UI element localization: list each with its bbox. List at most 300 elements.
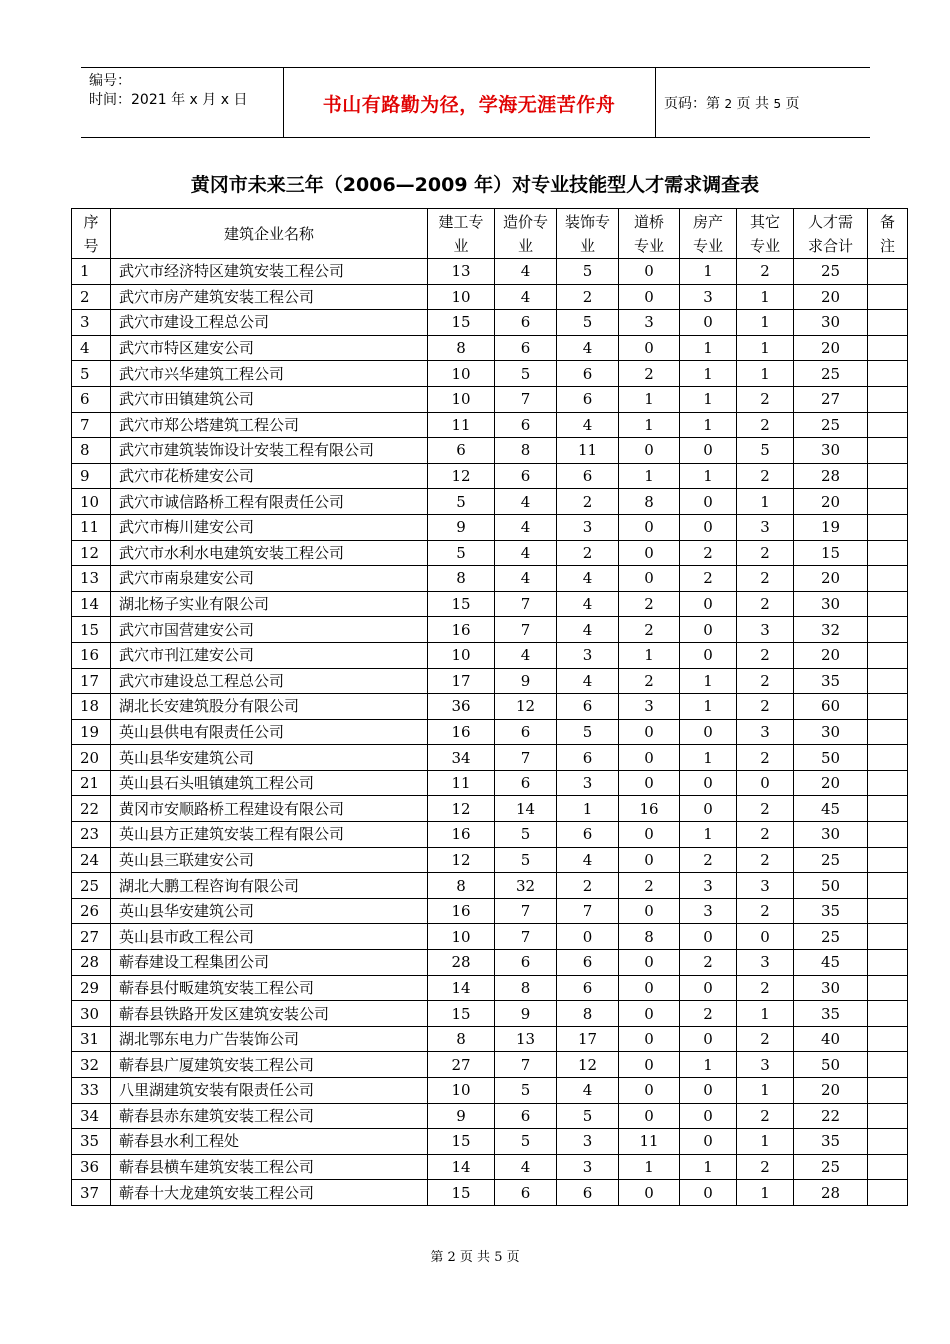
col-total-cell: 30 xyxy=(794,719,868,745)
col-decor-cell: 5 xyxy=(557,259,619,285)
col-road-cell: 2 xyxy=(619,361,680,387)
col-realty-cell: 0 xyxy=(680,1103,737,1129)
col-seq-cell: 16 xyxy=(72,642,111,668)
col-other-cell: 3 xyxy=(737,950,794,976)
col-other-cell: 2 xyxy=(737,847,794,873)
col-realty-cell: 3 xyxy=(680,873,737,899)
col-decor-cell: 4 xyxy=(557,412,619,438)
col-cost-cell: 4 xyxy=(495,284,557,310)
col-realty-cell: 1 xyxy=(680,386,737,412)
col-company-cell: 蕲春县水利工程处 xyxy=(111,1129,428,1155)
col-civil-cell: 34 xyxy=(428,745,495,771)
col-seq-cell: 23 xyxy=(72,822,111,848)
col-total-cell: 20 xyxy=(794,642,868,668)
col-seq-cell: 8 xyxy=(72,438,111,464)
col-other-cell: 3 xyxy=(737,873,794,899)
col-decor-cell: 4 xyxy=(557,847,619,873)
col-total-cell: 60 xyxy=(794,694,868,720)
col-civil-cell: 14 xyxy=(428,1154,495,1180)
col-civil-cell: 9 xyxy=(428,514,495,540)
col-company-cell: 英山县华安建筑公司 xyxy=(111,745,428,771)
col-cost-cell: 4 xyxy=(495,1154,557,1180)
col-remark-cell xyxy=(868,310,908,336)
col-seq-cell: 9 xyxy=(72,463,111,489)
col-cost-header: 造价专业 xyxy=(495,209,557,259)
table-row xyxy=(72,1078,908,1104)
col-decor-cell: 6 xyxy=(557,745,619,771)
code-label: 编号： xyxy=(89,73,131,89)
time-label: 时间：2021 年 x 月 x 日 xyxy=(89,92,248,108)
col-company-cell: 武穴市梅川建安公司 xyxy=(111,514,428,540)
col-cost-cell: 7 xyxy=(495,617,557,643)
col-other-cell: 1 xyxy=(737,310,794,336)
col-realty-cell: 0 xyxy=(680,1180,737,1206)
col-company-cell: 八里湖建筑安装有限责任公司 xyxy=(111,1078,428,1104)
col-realty-cell: 0 xyxy=(680,1078,737,1104)
col-total-cell: 35 xyxy=(794,898,868,924)
col-civil-cell: 15 xyxy=(428,591,495,617)
col-realty-cell: 2 xyxy=(680,540,737,566)
col-road-cell: 0 xyxy=(619,745,680,771)
col-remark-cell xyxy=(868,412,908,438)
col-other-cell: 1 xyxy=(737,335,794,361)
col-other-cell: 2 xyxy=(737,1103,794,1129)
col-cost-cell: 7 xyxy=(495,1052,557,1078)
col-total-cell: 28 xyxy=(794,463,868,489)
col-cost-cell: 6 xyxy=(495,1103,557,1129)
col-decor-cell: 4 xyxy=(557,668,619,694)
col-cost-cell: 6 xyxy=(495,463,557,489)
col-seq-cell: 31 xyxy=(72,1026,111,1052)
col-realty-cell: 0 xyxy=(680,796,737,822)
col-seq-cell: 6 xyxy=(72,386,111,412)
col-company-cell: 武穴市南泉建安公司 xyxy=(111,566,428,592)
col-realty-cell: 3 xyxy=(680,898,737,924)
col-cost-cell: 32 xyxy=(495,873,557,899)
col-decor-cell: 2 xyxy=(557,873,619,899)
col-realty-cell: 0 xyxy=(680,770,737,796)
header-motto: 书山有路勤为径，学海无涯苦作舟 xyxy=(322,94,616,116)
table-row xyxy=(72,1026,908,1052)
col-road-header: 道桥专业 xyxy=(619,209,680,259)
col-other-cell: 2 xyxy=(737,566,794,592)
col-road-cell: 0 xyxy=(619,719,680,745)
table-row xyxy=(72,259,908,285)
col-other-cell: 3 xyxy=(737,1052,794,1078)
col-cost-cell: 4 xyxy=(495,514,557,540)
table-row xyxy=(72,566,908,592)
col-decor-cell: 5 xyxy=(557,719,619,745)
col-decor-cell: 11 xyxy=(557,438,619,464)
col-company-cell: 武穴市国营建安公司 xyxy=(111,617,428,643)
col-other-cell: 1 xyxy=(737,284,794,310)
col-road-cell: 0 xyxy=(619,822,680,848)
col-civil-cell: 27 xyxy=(428,1052,495,1078)
col-road-cell: 1 xyxy=(619,1154,680,1180)
col-company-cell: 武穴市水利水电建筑安装工程公司 xyxy=(111,540,428,566)
col-total-cell: 20 xyxy=(794,335,868,361)
col-other-cell: 0 xyxy=(737,770,794,796)
col-road-cell: 1 xyxy=(619,386,680,412)
table-row xyxy=(72,950,908,976)
col-total-cell: 35 xyxy=(794,1001,868,1027)
col-other-cell: 1 xyxy=(737,489,794,515)
col-cost-cell: 4 xyxy=(495,642,557,668)
col-remark-cell xyxy=(868,975,908,1001)
col-other-cell: 0 xyxy=(737,924,794,950)
col-remark-cell xyxy=(868,642,908,668)
col-civil-cell: 15 xyxy=(428,1129,495,1155)
col-remark-cell xyxy=(868,1129,908,1155)
col-other-cell: 2 xyxy=(737,1154,794,1180)
table-row xyxy=(72,489,908,515)
col-total-cell: 40 xyxy=(794,1026,868,1052)
col-road-cell: 0 xyxy=(619,1078,680,1104)
page-suffix: 页 xyxy=(785,96,800,112)
col-decor-cell: 4 xyxy=(557,617,619,643)
col-remark-cell xyxy=(868,284,908,310)
col-other-cell: 2 xyxy=(737,975,794,1001)
col-civil-cell: 11 xyxy=(428,770,495,796)
col-remark-cell xyxy=(868,463,908,489)
col-remark-cell xyxy=(868,1154,908,1180)
col-decor-cell: 6 xyxy=(557,361,619,387)
col-realty-cell: 1 xyxy=(680,259,737,285)
col-road-cell: 1 xyxy=(619,642,680,668)
col-cost-cell: 4 xyxy=(495,259,557,285)
col-realty-cell: 0 xyxy=(680,489,737,515)
col-remark-cell xyxy=(868,847,908,873)
col-cost-cell: 4 xyxy=(495,540,557,566)
col-realty-cell: 0 xyxy=(680,310,737,336)
col-civil-cell: 9 xyxy=(428,1103,495,1129)
col-seq-cell: 13 xyxy=(72,566,111,592)
col-cost-cell: 5 xyxy=(495,847,557,873)
col-seq-header: 序号 xyxy=(72,209,111,259)
col-civil-cell: 8 xyxy=(428,873,495,899)
col-decor-cell: 2 xyxy=(557,540,619,566)
col-remark-cell xyxy=(868,796,908,822)
col-decor-cell: 8 xyxy=(557,1001,619,1027)
col-road-cell: 0 xyxy=(619,1001,680,1027)
col-other-cell: 1 xyxy=(737,361,794,387)
col-seq-cell: 12 xyxy=(72,540,111,566)
col-cost-cell: 8 xyxy=(495,438,557,464)
header-meta xyxy=(89,72,247,110)
col-other-cell: 2 xyxy=(737,642,794,668)
col-remark-cell xyxy=(868,1078,908,1104)
col-civil-cell: 12 xyxy=(428,847,495,873)
col-seq-cell: 5 xyxy=(72,361,111,387)
col-company-cell: 英山县三联建安公司 xyxy=(111,847,428,873)
col-company-cell: 武穴市田镇建筑公司 xyxy=(111,386,428,412)
col-other-cell: 5 xyxy=(737,438,794,464)
table-row xyxy=(72,719,908,745)
col-other-cell: 3 xyxy=(737,719,794,745)
col-civil-cell: 10 xyxy=(428,386,495,412)
col-decor-cell: 5 xyxy=(557,1103,619,1129)
col-realty-cell: 1 xyxy=(680,1052,737,1078)
col-other-cell: 2 xyxy=(737,796,794,822)
col-other-cell: 2 xyxy=(737,822,794,848)
col-seq-cell: 27 xyxy=(72,924,111,950)
col-cost-cell: 6 xyxy=(495,335,557,361)
col-remark-cell xyxy=(868,540,908,566)
col-total-cell: 15 xyxy=(794,540,868,566)
col-road-cell: 2 xyxy=(619,591,680,617)
col-civil-cell: 14 xyxy=(428,975,495,1001)
col-realty-cell: 1 xyxy=(680,1154,737,1180)
col-civil-cell: 17 xyxy=(428,668,495,694)
col-company-cell: 蕲春县赤东建筑安装工程公司 xyxy=(111,1103,428,1129)
col-decor-cell: 1 xyxy=(557,796,619,822)
col-company-cell: 蕲春县付畈建筑安装工程公司 xyxy=(111,975,428,1001)
col-road-cell: 0 xyxy=(619,1052,680,1078)
col-decor-cell: 6 xyxy=(557,950,619,976)
col-other-cell: 2 xyxy=(737,668,794,694)
col-realty-cell: 3 xyxy=(680,284,737,310)
document-header xyxy=(81,67,870,138)
col-seq-cell: 30 xyxy=(72,1001,111,1027)
col-other-cell: 2 xyxy=(737,745,794,771)
col-decor-cell: 6 xyxy=(557,822,619,848)
col-decor-cell: 3 xyxy=(557,770,619,796)
col-company-cell: 武穴市建筑装饰设计安装工程有限公司 xyxy=(111,438,428,464)
col-realty-cell: 1 xyxy=(680,745,737,771)
col-decor-cell: 3 xyxy=(557,514,619,540)
col-company-cell: 武穴市花桥建安公司 xyxy=(111,463,428,489)
col-remark-cell xyxy=(868,1026,908,1052)
col-other-cell: 1 xyxy=(737,1001,794,1027)
col-road-cell: 2 xyxy=(619,617,680,643)
col-total-cell: 25 xyxy=(794,361,868,387)
col-decor-cell: 0 xyxy=(557,924,619,950)
col-cost-cell: 13 xyxy=(495,1026,557,1052)
col-company-cell: 湖北杨子实业有限公司 xyxy=(111,591,428,617)
col-total-cell: 28 xyxy=(794,1180,868,1206)
col-company-header: 建筑企业名称 xyxy=(111,209,428,259)
col-decor-cell: 3 xyxy=(557,1154,619,1180)
table-row xyxy=(72,770,908,796)
col-total-cell: 32 xyxy=(794,617,868,643)
col-decor-cell: 2 xyxy=(557,284,619,310)
col-company-cell: 蕲春建设工程集团公司 xyxy=(111,950,428,976)
col-realty-cell: 2 xyxy=(680,847,737,873)
col-civil-cell: 10 xyxy=(428,284,495,310)
col-total-cell: 45 xyxy=(794,796,868,822)
page-footer: 第 2 页 共 5 页 xyxy=(430,1250,520,1265)
col-seq-cell: 26 xyxy=(72,898,111,924)
col-total-cell: 35 xyxy=(794,1129,868,1155)
col-total-cell: 20 xyxy=(794,489,868,515)
col-total-cell: 30 xyxy=(794,822,868,848)
col-civil-cell: 8 xyxy=(428,566,495,592)
table-row xyxy=(72,924,908,950)
col-road-cell: 1 xyxy=(619,463,680,489)
col-realty-cell: 1 xyxy=(680,335,737,361)
col-cost-cell: 6 xyxy=(495,950,557,976)
col-other-cell: 3 xyxy=(737,514,794,540)
table-row xyxy=(72,438,908,464)
col-civil-cell: 15 xyxy=(428,1180,495,1206)
col-civil-cell: 10 xyxy=(428,924,495,950)
col-seq-cell: 29 xyxy=(72,975,111,1001)
col-decor-cell: 3 xyxy=(557,642,619,668)
table-row xyxy=(72,1103,908,1129)
col-company-cell: 英山县供电有限责任公司 xyxy=(111,719,428,745)
col-road-cell: 0 xyxy=(619,1180,680,1206)
col-cost-cell: 5 xyxy=(495,361,557,387)
col-civil-cell: 6 xyxy=(428,438,495,464)
col-civil-cell: 16 xyxy=(428,822,495,848)
col-remark-cell xyxy=(868,719,908,745)
table-row xyxy=(72,591,908,617)
col-total-cell: 19 xyxy=(794,514,868,540)
col-civil-cell: 36 xyxy=(428,694,495,720)
col-seq-cell: 34 xyxy=(72,1103,111,1129)
table-row xyxy=(72,745,908,771)
col-road-cell: 0 xyxy=(619,284,680,310)
col-other-cell: 2 xyxy=(737,1026,794,1052)
table-row xyxy=(72,1001,908,1027)
col-seq-cell: 32 xyxy=(72,1052,111,1078)
col-cost-cell: 6 xyxy=(495,1180,557,1206)
col-civil-cell: 5 xyxy=(428,540,495,566)
col-company-cell: 湖北长安建筑股分有限公司 xyxy=(111,694,428,720)
col-realty-cell: 0 xyxy=(680,642,737,668)
col-total-cell: 25 xyxy=(794,259,868,285)
table-row xyxy=(72,668,908,694)
col-decor-cell: 4 xyxy=(557,591,619,617)
col-other-cell: 2 xyxy=(737,591,794,617)
col-total-cell: 25 xyxy=(794,924,868,950)
col-remark-cell xyxy=(868,668,908,694)
col-civil-cell: 15 xyxy=(428,1001,495,1027)
col-seq-cell: 11 xyxy=(72,514,111,540)
col-company-cell: 蕲春县广厦建筑安装工程公司 xyxy=(111,1052,428,1078)
col-remark-cell xyxy=(868,438,908,464)
col-other-cell: 1 xyxy=(737,1129,794,1155)
col-decor-cell: 7 xyxy=(557,898,619,924)
col-road-cell: 8 xyxy=(619,489,680,515)
table-row xyxy=(72,642,908,668)
col-remark-cell xyxy=(868,950,908,976)
col-realty-cell: 1 xyxy=(680,412,737,438)
col-realty-cell: 2 xyxy=(680,950,737,976)
col-total-cell: 50 xyxy=(794,745,868,771)
col-company-cell: 武穴市建设工程总公司 xyxy=(111,310,428,336)
col-other-header: 其它专业 xyxy=(737,209,794,259)
col-cost-cell: 4 xyxy=(495,489,557,515)
col-remark-cell xyxy=(868,770,908,796)
table-row xyxy=(72,1154,908,1180)
table-row xyxy=(72,514,908,540)
col-civil-cell: 16 xyxy=(428,617,495,643)
table-row xyxy=(72,617,908,643)
col-company-cell: 武穴市经济特区建筑安装工程公司 xyxy=(111,259,428,285)
col-total-cell: 25 xyxy=(794,847,868,873)
col-decor-header: 装饰专业 xyxy=(557,209,619,259)
col-seq-cell: 25 xyxy=(72,873,111,899)
table-row xyxy=(72,1129,908,1155)
table-row xyxy=(72,463,908,489)
col-company-cell: 武穴市兴华建筑工程公司 xyxy=(111,361,428,387)
col-seq-cell: 33 xyxy=(72,1078,111,1104)
col-road-cell: 16 xyxy=(619,796,680,822)
col-other-cell: 2 xyxy=(737,463,794,489)
col-seq-cell: 35 xyxy=(72,1129,111,1155)
col-decor-cell: 2 xyxy=(557,489,619,515)
col-other-cell: 1 xyxy=(737,1180,794,1206)
col-civil-cell: 16 xyxy=(428,898,495,924)
col-civil-cell: 8 xyxy=(428,1026,495,1052)
col-seq-cell: 15 xyxy=(72,617,111,643)
col-road-cell: 0 xyxy=(619,898,680,924)
col-total-cell: 20 xyxy=(794,284,868,310)
col-company-cell: 蕲春县铁路开发区建筑安装公司 xyxy=(111,1001,428,1027)
col-road-cell: 0 xyxy=(619,847,680,873)
table-row xyxy=(72,412,908,438)
col-road-cell: 11 xyxy=(619,1129,680,1155)
col-company-cell: 湖北大鹏工程咨询有限公司 xyxy=(111,873,428,899)
col-civil-cell: 11 xyxy=(428,412,495,438)
col-total-cell: 30 xyxy=(794,438,868,464)
col-company-cell: 英山县方正建筑安装工程有限公司 xyxy=(111,822,428,848)
table-row xyxy=(72,1052,908,1078)
col-realty-cell: 0 xyxy=(680,514,737,540)
col-road-cell: 0 xyxy=(619,438,680,464)
col-realty-cell: 1 xyxy=(680,822,737,848)
col-cost-cell: 6 xyxy=(495,310,557,336)
col-civil-header: 建工专业 xyxy=(428,209,495,259)
table-row xyxy=(72,694,908,720)
col-realty-header: 房产专业 xyxy=(680,209,737,259)
col-company-cell: 英山县市政工程公司 xyxy=(111,924,428,950)
col-road-cell: 0 xyxy=(619,950,680,976)
col-other-cell: 2 xyxy=(737,694,794,720)
col-remark-cell xyxy=(868,745,908,771)
col-cost-cell: 7 xyxy=(495,591,557,617)
col-realty-cell: 1 xyxy=(680,463,737,489)
table-row xyxy=(72,386,908,412)
col-cost-cell: 5 xyxy=(495,1078,557,1104)
col-decor-cell: 6 xyxy=(557,1180,619,1206)
col-company-cell: 湖北鄂东电力广告装饰公司 xyxy=(111,1026,428,1052)
col-cost-cell: 4 xyxy=(495,566,557,592)
col-realty-cell: 0 xyxy=(680,719,737,745)
col-road-cell: 0 xyxy=(619,770,680,796)
col-decor-cell: 12 xyxy=(557,1052,619,1078)
col-total-header: 人才需求合计 xyxy=(794,209,868,259)
col-decor-cell: 17 xyxy=(557,1026,619,1052)
col-cost-cell: 8 xyxy=(495,975,557,1001)
table-row xyxy=(72,822,908,848)
col-total-cell: 20 xyxy=(794,770,868,796)
table-row xyxy=(72,361,908,387)
page-current: 2 xyxy=(724,97,733,111)
col-road-cell: 0 xyxy=(619,1103,680,1129)
col-seq-cell: 14 xyxy=(72,591,111,617)
col-other-cell: 2 xyxy=(737,898,794,924)
col-realty-cell: 0 xyxy=(680,438,737,464)
col-decor-cell: 6 xyxy=(557,463,619,489)
col-remark-cell xyxy=(868,1052,908,1078)
col-seq-cell: 37 xyxy=(72,1180,111,1206)
col-seq-cell: 22 xyxy=(72,796,111,822)
col-civil-cell: 10 xyxy=(428,642,495,668)
col-total-cell: 50 xyxy=(794,873,868,899)
col-remark-cell xyxy=(868,361,908,387)
